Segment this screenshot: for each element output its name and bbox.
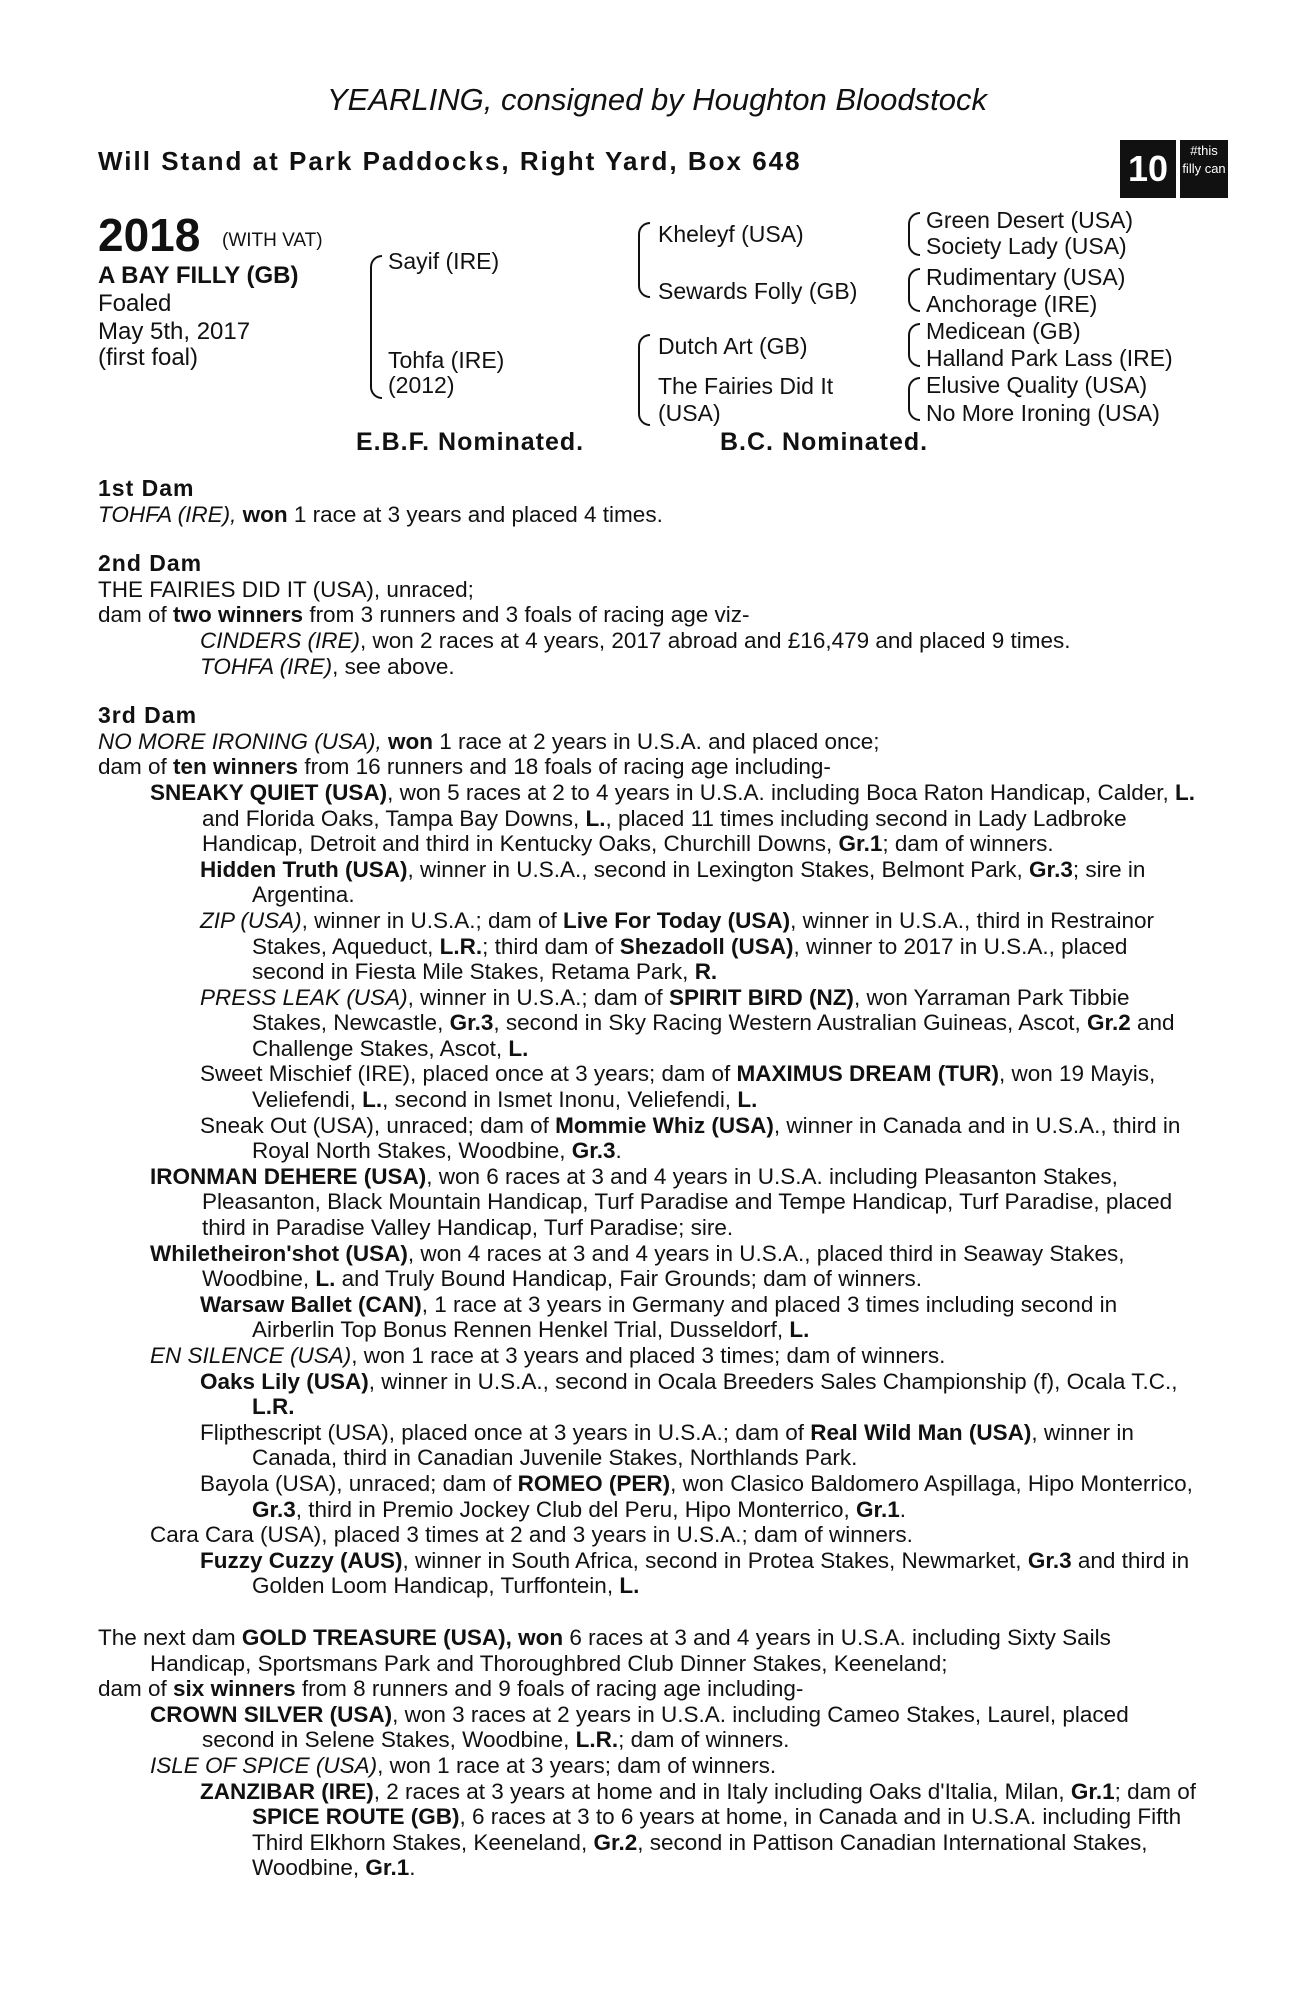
produce-press-leak: PRESS LEAK (USA), winner in U.S.A.; dam of SPIRIT BIRD (NZ), won Yarraman Park Tibbie Stakes, Newcastle, Gr.3, second in Sky Racing Western Australian Guineas, Ascot, Gr.2 and Challenge Stakes, Ascot, L. xyxy=(200,984,1175,1061)
produce-isle-of-spice: ISLE OF SPICE (USA), won 1 race at 3 years; dam of winners. xyxy=(150,1752,777,1778)
sire: Sayif (IRE) xyxy=(388,248,500,274)
produce-whiletheironshot: Whiletheiron'shot (USA), won 4 races at 3 and 4 years in U.S.A., placed third in Seaway Stakes, Woodbine, L. and Truly Bound Handicap, Fair Grounds; dam of winners. xyxy=(150,1240,1125,1292)
produce-warsaw-ballet: Warsaw Ballet (CAN), 1 race at 3 years in Germany and placed 3 times including second in Airberlin Top Bonus Rennen Henkel Trial, Dusseldorf, L. xyxy=(200,1291,1118,1343)
dam-dam: The Fairies Did It xyxy=(658,373,834,399)
next-dam-name: The next dam GOLD TREASURE (USA), won 6 races at 3 and 4 years in U.S.A. including Sixty Sails Handicap, Sportsmans Park and Thoroughbred Club Dinner Stakes, Keeneland; xyxy=(98,1624,1111,1676)
dam-dam-country: (USA) xyxy=(658,400,721,426)
produce-cinders: CINDERS (IRE), won 2 races at 4 years, 2017 abroad and £16,479 and placed 9 times. xyxy=(200,627,1071,653)
produce-en-silence: EN SILENCE (USA), won 1 race at 3 years and placed 3 times; dam of winners. xyxy=(150,1343,946,1368)
foaled-date: May 5th, 2017 xyxy=(98,318,251,345)
third-dam-heading: 3rd Dam xyxy=(98,702,198,729)
second-dam-name: THE FAIRIES DID IT (USA), unraced; xyxy=(98,576,474,602)
produce-tohfa: TOHFA (IRE), see above. xyxy=(200,653,455,679)
third-dam-section xyxy=(98,703,1200,1599)
won-label: won xyxy=(242,501,288,527)
gp-sss: Green Desert (USA) xyxy=(926,207,1134,233)
logo-number: 10 xyxy=(1120,140,1176,198)
gp2-brace xyxy=(908,268,920,312)
sire-brace xyxy=(370,255,382,399)
gp1-brace xyxy=(908,212,920,256)
next-dam-summary: dam of six winners from 8 runners and 9 foals of racing age including- xyxy=(98,1676,804,1702)
produce-zanzibar: ZANZIBAR (IRE), 2 races at 3 years at home and in Italy including Oaks d'Italia, Milan, Gr.1; dam of SPICE ROUTE (GB), 6 races at 3 to 6 years at home, in Canada and in U.S.A. including Fifth Third Elkhorn Stakes, Keeneland, Gr.2, second in Pattison Canadian International Stakes, Woodbine, Gr.1. xyxy=(200,1778,1196,1881)
produce-oaks-lily: Oaks Lily (USA), winner in U.S.A., second in Ocala Breeders Sales Championship (f), Ocala T.C., L.R. xyxy=(200,1368,1178,1420)
first-dam-heading: 1st Dam xyxy=(98,475,195,501)
first-dam-section xyxy=(98,476,1200,527)
logo-text: #this filly can xyxy=(1180,140,1228,198)
dam-year: (2012) xyxy=(388,372,455,398)
gp3-brace xyxy=(908,323,920,367)
gp-dss: Medicean (GB) xyxy=(926,318,1081,344)
produce-crown-silver: CROWN SILVER (USA), won 3 races at 2 years in U.S.A. including Cameo Stakes, Laurel, placed second in Selene Stakes, Woodbine, L.R.; dam of winners. xyxy=(150,1701,1129,1753)
produce-cara-cara: Cara Cara (USA), placed 3 times at 2 and 3 years in U.S.A.; dam of winners. xyxy=(150,1522,913,1548)
produce-hidden-truth: Hidden Truth (USA), winner in U.S.A., second in Lexington Stakes, Belmont Park, Gr.3; sire in Argentina. xyxy=(200,856,1146,908)
gp-dsd: Halland Park Lass (IRE) xyxy=(926,345,1173,371)
this-filly-can-logo xyxy=(1120,140,1228,198)
sire-parents-brace xyxy=(638,222,650,298)
ebf-nominated: E.B.F. Nominated. xyxy=(356,428,585,456)
sire-sire: Kheleyf (USA) xyxy=(658,221,804,247)
second-dam-summary: dam of two winners from 3 runners and 3 foals of racing age viz- xyxy=(98,602,750,628)
produce-zip: ZIP (USA), winner in U.S.A.; dam of Live For Today (USA), winner in U.S.A., third in Restrainor Stakes, Aqueduct, L.R.; third dam of Shezadoll (USA), winner to 2017 in U.S.A., placed second in Fiesta Mile Stakes, Retama Park, R. xyxy=(200,907,1155,985)
third-dam-name: NO MORE IRONING (USA), won 1 race at 2 years in U.S.A. and placed once; xyxy=(98,728,880,754)
first-dam-record: 1 race at 3 years and placed 4 times. xyxy=(287,501,663,527)
produce-sweet-mischief: Sweet Mischief (IRE), placed once at 3 years; dam of MAXIMUS DREAM (TUR), won 19 Mayis, Veliefendi, L., second in Ismet Inonu, Veliefendi, L. xyxy=(200,1061,1156,1113)
sale-year: 2018 xyxy=(98,209,201,261)
sire-dam: Sewards Folly (GB) xyxy=(658,278,858,304)
second-dam-section xyxy=(98,551,1200,679)
produce-sneak-out: Sneak Out (USA), unraced; dam of Mommie Whiz (USA), winner in Canada and in U.S.A., third in Royal North Stakes, Woodbine, Gr.3. xyxy=(200,1112,1181,1164)
second-dam-heading: 2nd Dam xyxy=(98,550,203,577)
dam-sire: Dutch Art (GB) xyxy=(658,333,808,359)
produce-ironman-dehere: IRONMAN DEHERE (USA), won 6 races at 3 and 4 years in U.S.A. including Pleasanton Stakes, Pleasanton, Black Mountain Handicap, Turf Paradise and Tempe Handicap, Turf Paradise, placed third in Paradise Valley Handicap, Turf Paradise; sire. xyxy=(150,1163,1173,1241)
first-dam-name: TOHFA (IRE), xyxy=(98,501,237,527)
gp-ssd: Society Lady (USA) xyxy=(926,233,1127,259)
bc-nominated: B.C. Nominated. xyxy=(720,428,929,456)
page-title: YEARLING, consigned by Houghton Bloodstock xyxy=(327,82,987,117)
foal-note: (first foal) xyxy=(98,344,199,371)
vat-note: (WITH VAT) xyxy=(222,230,323,251)
stand-location: Will Stand at Park Paddocks, Right Yard, Box 648 xyxy=(98,146,802,176)
produce-flipthescript: Flipthescript (USA), placed once at 3 years in U.S.A.; dam of Real Wild Man (USA), winner in Canada, third in Canadian Juvenile Stakes, Northlands Park. xyxy=(200,1419,1134,1471)
gp-sds: Rudimentary (USA) xyxy=(926,264,1126,290)
dam-parents-brace xyxy=(638,334,650,426)
third-dam-summary: dam of ten winners from 16 runners and 18 foals of racing age including- xyxy=(98,754,831,780)
produce-fuzzy-cuzzy: Fuzzy Cuzzy (AUS), winner in South Africa, second in Protea Stakes, Newmarket, Gr.3 and third in Golden Loom Handicap, Turffontein, L. xyxy=(200,1547,1190,1599)
gp-sdd: Anchorage (IRE) xyxy=(926,291,1098,317)
foaled-label: Foaled xyxy=(98,290,172,317)
gp-dds: Elusive Quality (USA) xyxy=(926,372,1148,398)
dam: Tohfa (IRE) xyxy=(388,347,505,373)
produce-bayola: Bayola (USA), unraced; dam of ROMEO (PER), won Clasico Baldomero Aspillaga, Hipo Monterrico, Gr.3, third in Premio Jockey Club del Peru, Hipo Monterrico, Gr.1. xyxy=(200,1470,1193,1522)
next-dam-section xyxy=(98,1625,1200,1881)
gp-ddd: No More Ironing (USA) xyxy=(926,400,1160,426)
lot-name: A BAY FILLY (GB) xyxy=(98,262,299,289)
gp4-brace xyxy=(908,377,920,421)
produce-record xyxy=(98,476,1200,1881)
produce-sneaky-quiet: SNEAKY QUIET (USA), won 5 races at 2 to 4 years in U.S.A. including Boca Raton Handicap, Calder, L. and Florida Oaks, Tampa Bay Downs, L., placed 11 times including second in Lady Ladbroke Handicap, Detroit and third in Kentucky Oaks, Churchill Downs, Gr.1; dam of winners. xyxy=(150,779,1196,857)
